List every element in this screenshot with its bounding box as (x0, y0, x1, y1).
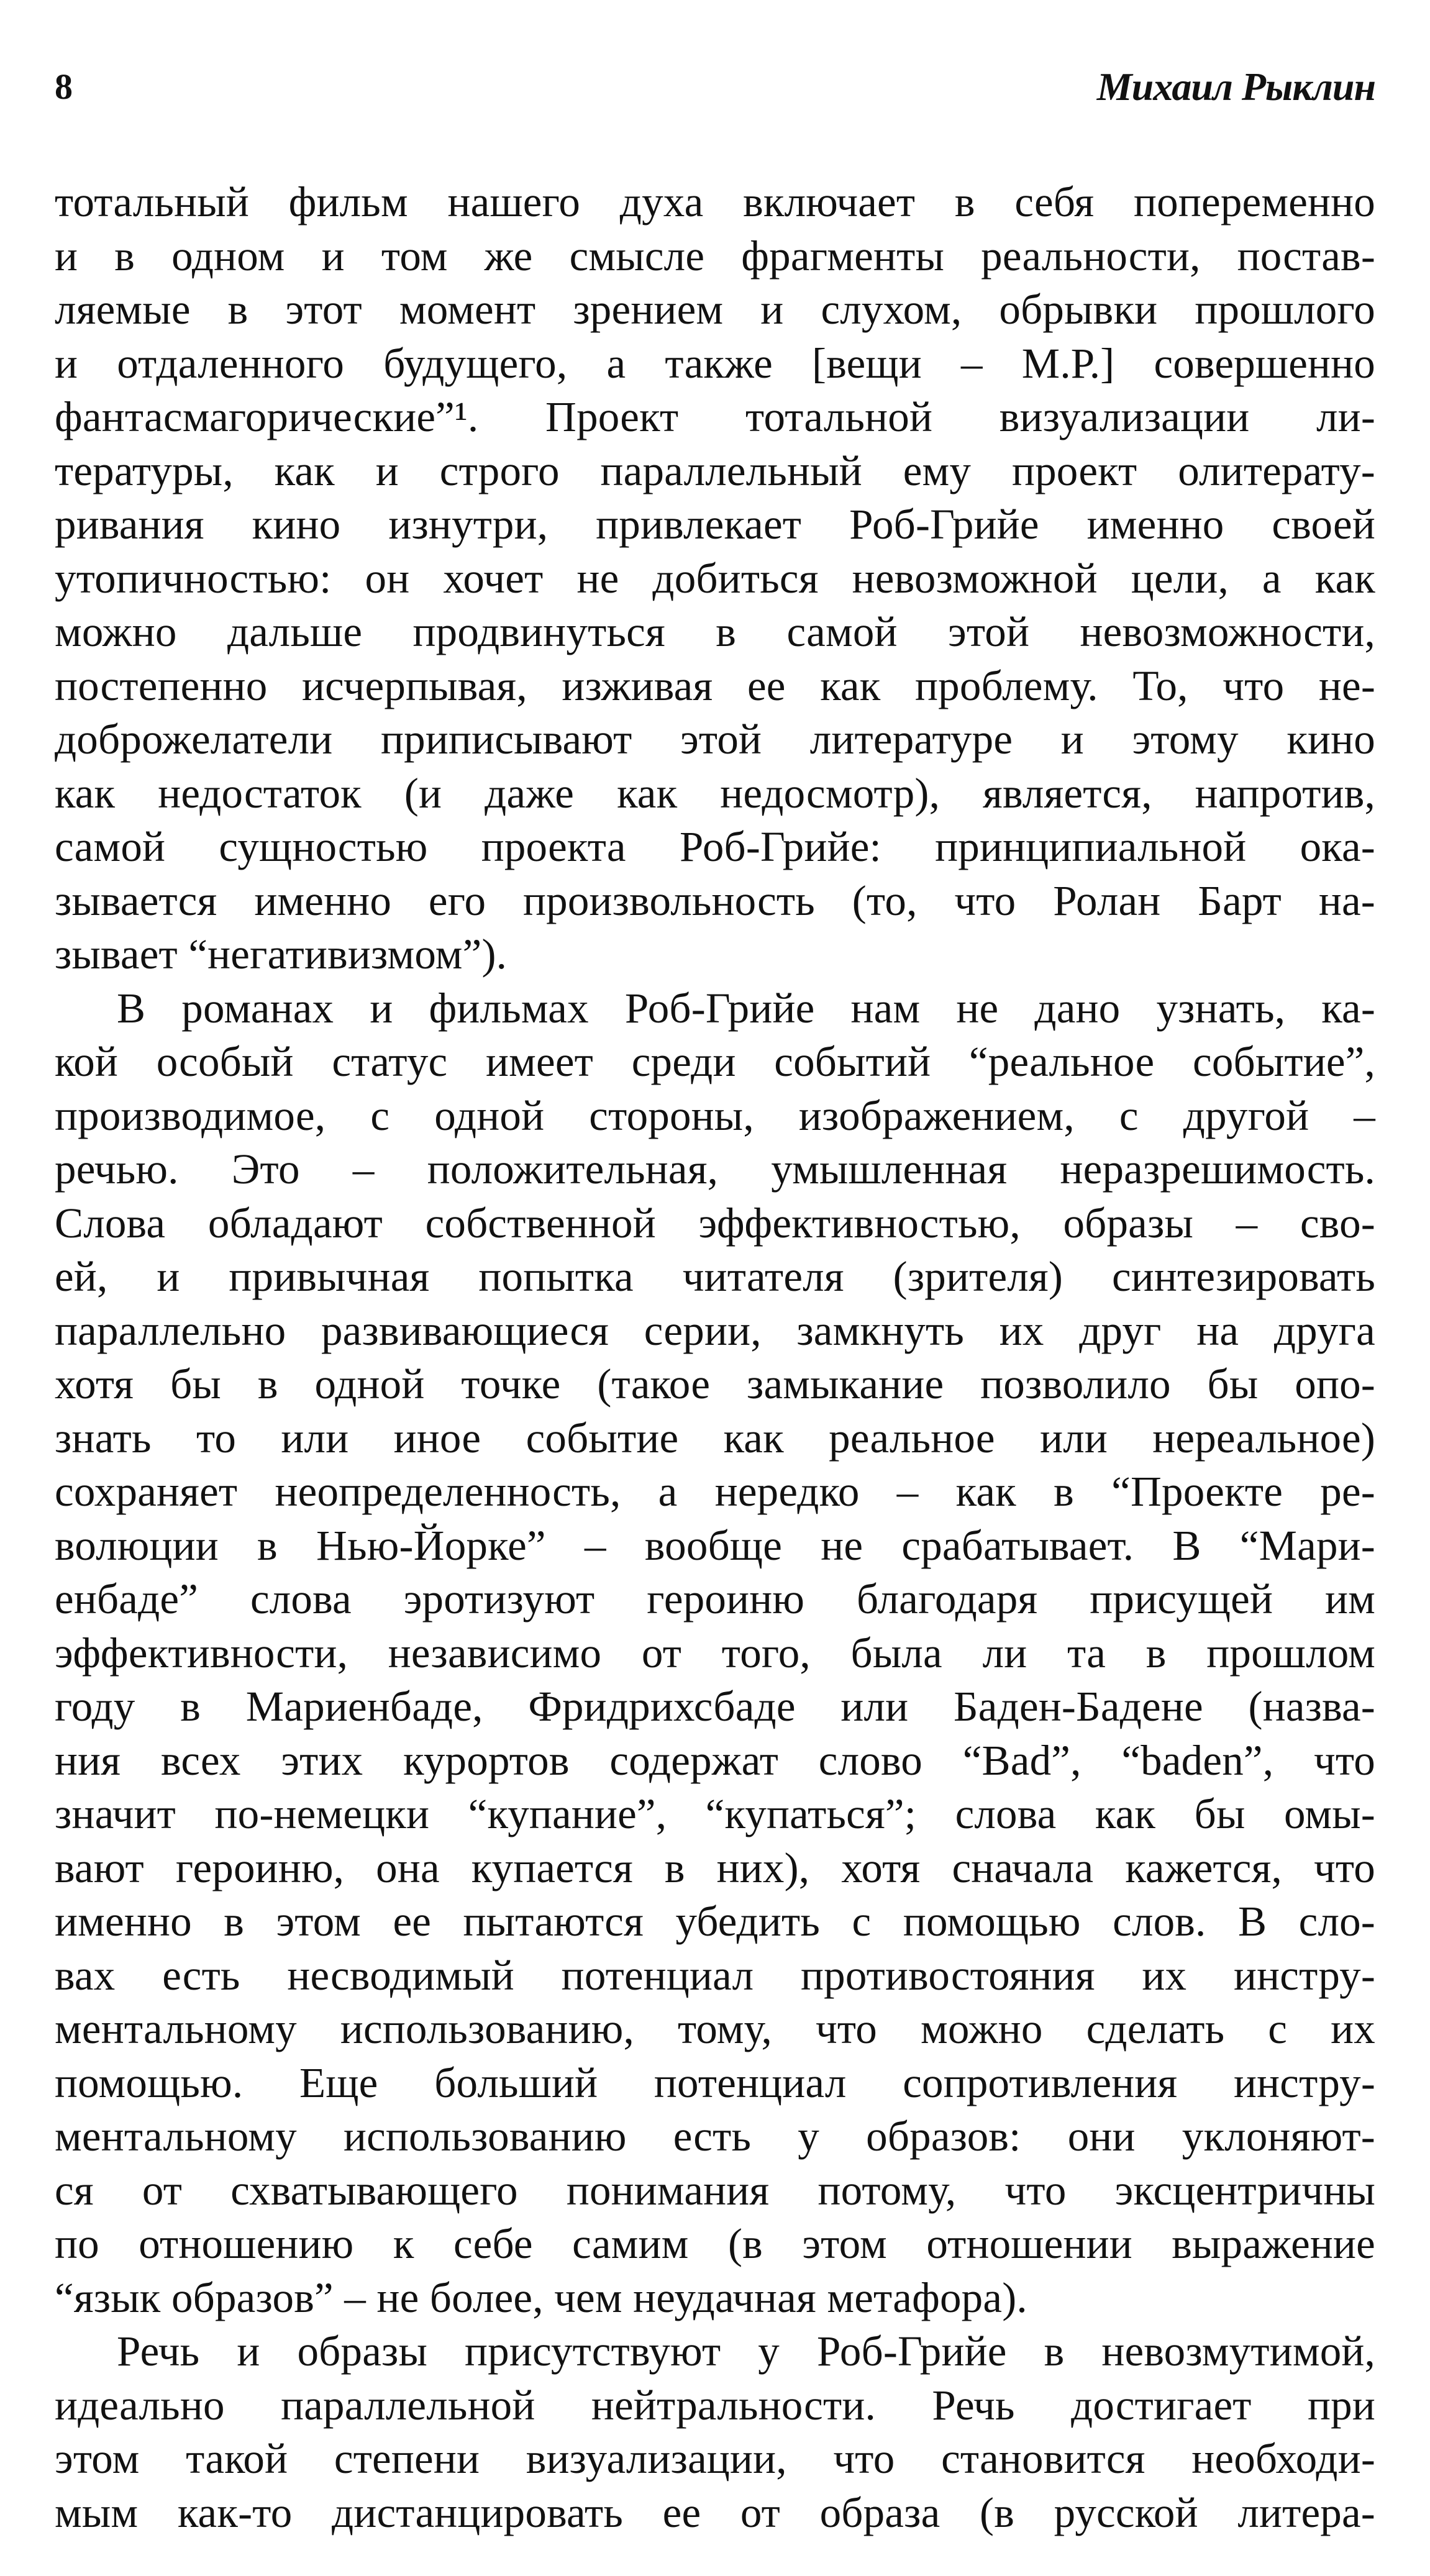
text-line: ляемые в этот момент зрением и слухом, обрывки прошлого (55, 286, 1375, 333)
text-line: ся от схватывающего понимания потому, что эксцентричны (55, 2166, 1375, 2214)
text-line: тотальный фильм нашего духа включает в себя попеременно (55, 178, 1375, 225)
text-line: зывается именно его произвольность (то, что Ролан Барт на- (55, 876, 1375, 924)
text-line: именно в этом ее пытаются убедить с помощью слов. В сло- (55, 1898, 1375, 1945)
text-line: енбаде” слова эротизуют героиню благодаря присущей им (55, 1575, 1375, 1623)
text-line: кой особый статус имеет среди событий “реальное событие”, (55, 1038, 1375, 1085)
text-line: утопичностью: он хочет не добиться невозможной цели, а как (55, 554, 1375, 602)
running-head-author: Михаил Рыклин (1096, 65, 1375, 109)
text-line: производимое, с одной стороны, изображением, с другой – (55, 1091, 1375, 1139)
text-line: этом такой степени визуализации, что становится необходи- (55, 2435, 1375, 2482)
text-line: можно дальше продвинуться в самой этой невозможности, (55, 608, 1375, 655)
text-line: “язык образов” – не более, чем неудачная метафора). (55, 2273, 1027, 2321)
text-line: вах есть несводимый потенциал противостояния их инстру- (55, 1951, 1375, 1999)
text-line: и отдаленного будущего, а также [вещи – М.Р.] совершенно (55, 339, 1375, 387)
text-line: речью. Это – положительная, умышленная неразрешимость. (55, 1145, 1375, 1193)
text-line: эффективности, независимо от того, была ли та в прошлом (55, 1629, 1375, 1677)
text-line: ривания кино изнутри, привлекает Роб-Грийе именно своей (55, 501, 1375, 548)
text-line: тературы, как и строго параллельный ему проект олитерату- (55, 447, 1375, 494)
text-line: ей, и привычная попытка читателя (зрителя) синтезировать (55, 1253, 1375, 1300)
text-line: знать то или иное событие как реальное или нереальное) (55, 1414, 1375, 1462)
text-line: ментальному использованию есть у образов: они уклоняют- (55, 2113, 1375, 2160)
page-number: 8 (55, 66, 73, 107)
text-line: хотя бы в одной точке (такое замыкание позволило бы опо- (55, 1360, 1375, 1408)
text-line: параллельно развивающиеся серии, замкнуть их друг на друга (55, 1306, 1375, 1354)
body-text (55, 175, 1375, 2539)
text-line: ния всех этих курортов содержат слово “Bad”, “baden”, что (55, 1736, 1375, 1784)
text-line: вают героиню, она купается в них), хотя сначала кажется, что (55, 1844, 1375, 1891)
text-line: году в Мариенбаде, Фридрихсбаде или Баден-Бадене (назва- (55, 1683, 1375, 1730)
text-line: значит по-немецки “купание”, “купаться”; слова как бы омы- (55, 1790, 1375, 1837)
text-line: по отношению к себе самим (в этом отношении выражение (55, 2220, 1375, 2267)
text-line: волюции в Нью-Йорке” – вообще не срабатывает. В “Мари- (55, 1521, 1375, 1569)
text-line: Слова обладают собственной эффективностью, образы – сво- (55, 1199, 1375, 1247)
text-line: ментальному использованию, тому, что можно сделать с их (55, 2005, 1375, 2052)
text-line: сохраняет неопределенность, а нередко – как в “Проекте ре- (55, 1468, 1375, 1515)
text-line: доброжелатели приписывают этой литературе и этому кино (55, 716, 1375, 763)
text-line: постепенно исчерпывая, изживая ее как проблему. То, что не- (55, 662, 1375, 709)
text-line: фантасмагорические”¹. Проект тотальной визуализации ли- (55, 393, 1375, 440)
page-header (55, 59, 1375, 115)
text-line: помощью. Еще больший потенциал сопротивления инстру- (55, 2059, 1375, 2106)
text-line: зывает “негативизмом”). (55, 931, 508, 978)
text-line: мым как-то дистанцировать ее от образа (в русской литера- (55, 2488, 1375, 2536)
text-line: В романах и фильмах Роб-Грийе нам не дано узнать, ка- (117, 984, 1375, 1032)
text-line: как недостаток (и даже как недосмотр), является, напротив, (55, 769, 1375, 817)
text-line: Речь и образы присутствуют у Роб-Грийе в невозмутимой, (117, 2328, 1375, 2375)
text-line: идеально параллельной нейтральности. Речь достигает при (55, 2381, 1375, 2429)
text-line: самой сущностью проекта Роб-Грийе: принципиальной ока- (55, 823, 1375, 870)
text-line: и в одном и том же смысле фрагменты реальности, постав- (55, 232, 1375, 280)
